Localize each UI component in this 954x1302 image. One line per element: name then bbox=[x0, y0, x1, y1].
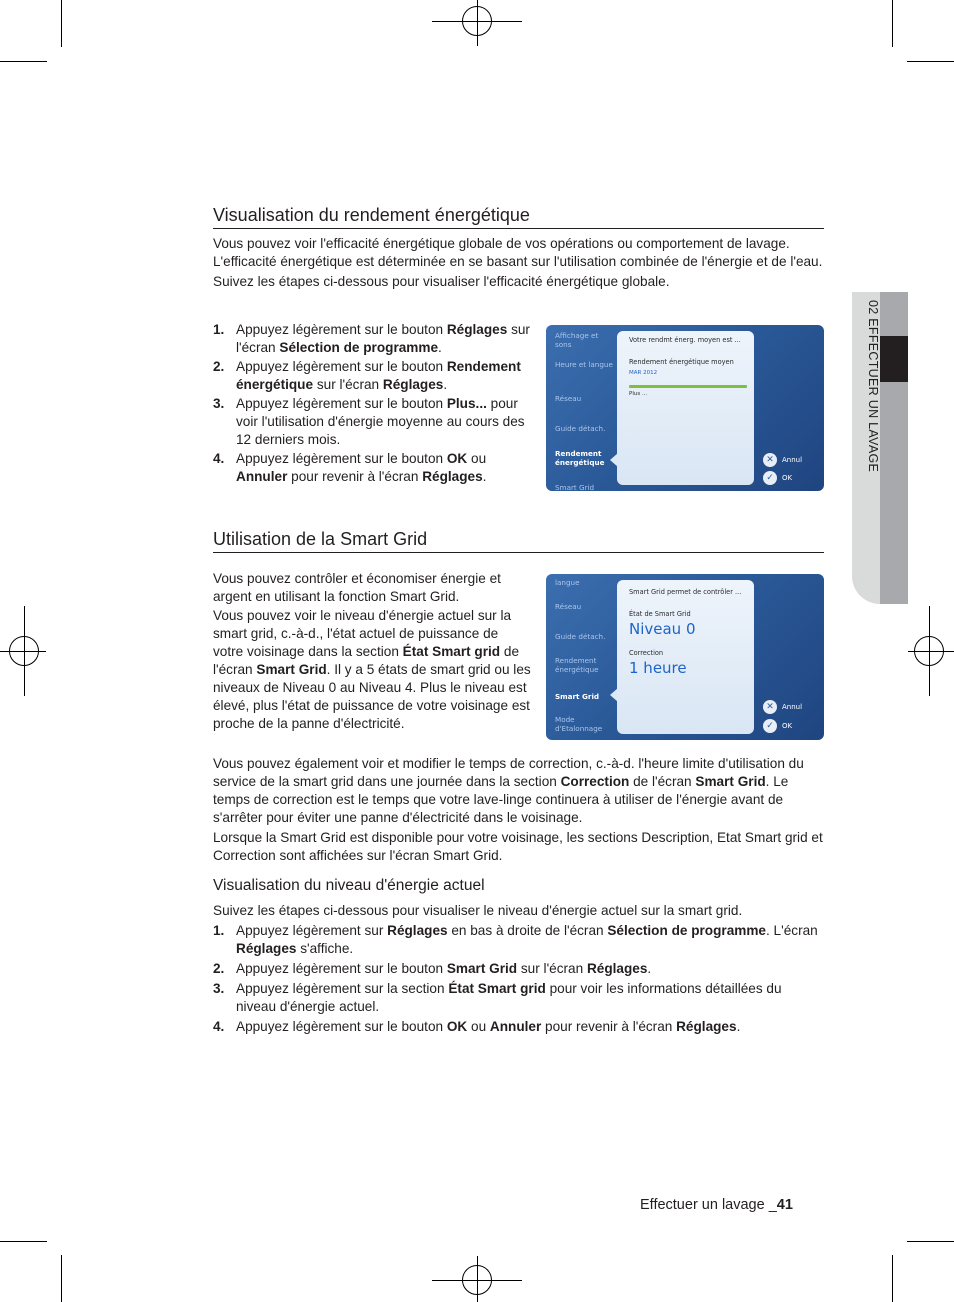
text-run: . bbox=[736, 1019, 741, 1034]
bold-term: Annuler bbox=[236, 469, 288, 484]
intro-paragraph: Suivez les étapes ci-dessous pour visualiser l'efficacité énergétique globale. bbox=[213, 274, 670, 289]
step-number: 2. bbox=[213, 961, 225, 976]
state-label: État de Smart Grid bbox=[629, 610, 691, 618]
text-run: Smart Grid bbox=[432, 848, 499, 863]
ok-label: OK bbox=[782, 722, 793, 730]
state-value[interactable]: Niveau 0 bbox=[629, 620, 696, 638]
text-run: en bas à droite de l'écran bbox=[447, 923, 608, 938]
step-number: 1. bbox=[213, 923, 225, 938]
text-run: . bbox=[438, 340, 442, 355]
text-run: sur l'écran bbox=[313, 377, 383, 392]
step-item bbox=[213, 358, 535, 394]
text-run: . Le temps de correction est le temps que votre lave-linge continuera à utiliser de l'énergie avant de s'arrêter pour éviter une panne d'électricité dans le voisinage. bbox=[213, 774, 789, 825]
ok-button[interactable] bbox=[763, 471, 792, 485]
footer-text: Effectuer un lavage _ bbox=[640, 1197, 777, 1213]
settings-menu-item[interactable]: Guide détach. bbox=[555, 632, 606, 641]
text-run: . Il y a 5 états de smart grid ou les niveaux de Niveau 0 au Niveau 4. Plus le niveau est élevé, plus l'état de puissance de votre voisinage est proche de la panne d'électricité. bbox=[213, 662, 531, 731]
bold-term: Réglages bbox=[446, 322, 508, 337]
energy-efficiency-screen bbox=[546, 325, 824, 491]
settings-menu-item[interactable]: Heure et langue bbox=[555, 360, 613, 369]
step-number: 4. bbox=[213, 1019, 225, 1034]
date-label: MAR 2012 bbox=[629, 370, 658, 376]
bold-term: Réglages bbox=[676, 1019, 737, 1034]
panel-title: Votre rendmt énerg. moyen est ... bbox=[629, 336, 741, 344]
step-item bbox=[213, 980, 824, 1016]
step-item bbox=[213, 1018, 824, 1036]
settings-menu-item[interactable]: langue bbox=[555, 578, 580, 587]
cancel-button[interactable] bbox=[763, 700, 802, 714]
info-panel bbox=[617, 580, 754, 734]
bold-term: Smart Grid bbox=[695, 774, 766, 789]
more-button[interactable]: Plus ... bbox=[629, 391, 648, 397]
settings-menu-item[interactable]: Guide détach. bbox=[555, 424, 606, 433]
text-run: Appuyez légèrement sur le bouton bbox=[236, 961, 447, 976]
check-icon: ✓ bbox=[763, 719, 777, 733]
step-item bbox=[213, 450, 535, 486]
text-run: . L'écran bbox=[766, 923, 818, 938]
text-run: . bbox=[647, 961, 652, 976]
text-run: . bbox=[443, 377, 448, 392]
text-run: de l'écran bbox=[213, 644, 520, 677]
bold-term: Réglages bbox=[236, 941, 297, 956]
settings-menu-item[interactable]: Rendement énergétique bbox=[555, 656, 599, 674]
bold-term: État Smart grid bbox=[448, 981, 546, 996]
bold-term: OK bbox=[446, 1019, 468, 1034]
bold-term: État Smart grid bbox=[402, 644, 501, 659]
bold-term: Rendement énergétique bbox=[236, 359, 521, 392]
text-run: de l'écran bbox=[629, 774, 696, 789]
text-run: Lorsque la Smart Grid est disponible pour votre voisinage, les sections Description, Etat Smart grid et Correction sont affichées sur l'écran bbox=[213, 830, 823, 863]
bold-term: Réglages bbox=[382, 377, 444, 392]
step-number: 1. bbox=[213, 322, 225, 337]
section1-steps bbox=[213, 321, 535, 486]
settings-menu-item[interactable]: Smart Grid bbox=[555, 483, 595, 491]
step-item bbox=[213, 960, 824, 978]
chapter-label: 02 EFFECTUER UN LAVAGE bbox=[866, 300, 880, 473]
text-run: pour revenir à l'écran bbox=[541, 1019, 677, 1034]
info-panel bbox=[617, 331, 754, 485]
text-run: Appuyez légèrement sur le bouton bbox=[236, 359, 447, 374]
step-number: 2. bbox=[213, 359, 225, 374]
text-run: ou bbox=[467, 451, 487, 466]
bold-term: OK bbox=[446, 451, 468, 466]
settings-menu-item[interactable]: Mode d'Etalonnage bbox=[555, 715, 603, 733]
step-number: 4. bbox=[213, 451, 225, 466]
cancel-label: Annul bbox=[782, 456, 803, 464]
text-run: Appuyez légèrement sur le bouton bbox=[236, 322, 447, 337]
settings-menu-item[interactable]: Smart Grid bbox=[555, 692, 600, 701]
bold-term: Annuler bbox=[489, 1019, 542, 1034]
text-run: pour voir les informations détaillées du niveau d'énergie actuel. bbox=[236, 981, 782, 1014]
crop-mark bbox=[892, 1255, 893, 1302]
bold-term: Réglages bbox=[422, 469, 483, 484]
crop-mark bbox=[61, 1255, 62, 1302]
text-run: Vous pouvez également voir et modifier le temps de correction, c.-à-d. l'heure limite d'utilisation du service de la smart grid dans une journée dans la section bbox=[213, 756, 804, 789]
avg-label: Rendement énergétique moyen bbox=[629, 358, 734, 366]
crop-mark bbox=[0, 1241, 47, 1242]
chapter-tab-marker bbox=[880, 336, 908, 382]
text-run: . bbox=[482, 469, 487, 484]
text-run: sur l'écran bbox=[236, 322, 530, 355]
text-run: ou bbox=[467, 1019, 490, 1034]
smart-grid-screen bbox=[546, 574, 824, 740]
text-run: . bbox=[498, 848, 503, 863]
bold-term: Smart Grid bbox=[256, 662, 327, 677]
bold-term: Sélection de programme bbox=[279, 340, 439, 355]
section1-intro bbox=[213, 235, 824, 291]
crop-mark bbox=[61, 0, 62, 47]
step-number: 3. bbox=[213, 396, 225, 411]
bold-term: Correction bbox=[560, 774, 630, 789]
page-footer bbox=[640, 1197, 793, 1213]
section2-para-1: Vous pouvez contrôler et économiser énergie et argent en utilisant la fonction Smart Grid. bbox=[213, 571, 501, 604]
section2-para-3 bbox=[213, 755, 824, 827]
ok-button[interactable] bbox=[763, 719, 792, 733]
section-title-energy-efficiency: Visualisation du rendement énergétique bbox=[213, 205, 824, 229]
correction-label: Correction bbox=[629, 649, 664, 657]
bold-term: Smart Grid bbox=[446, 961, 518, 976]
bold-term: Sélection de programme bbox=[607, 923, 766, 938]
subsection-title-current-level: Visualisation du niveau d'énergie actuel bbox=[213, 877, 485, 894]
panel-title: Smart Grid permet de contrôler ... bbox=[629, 588, 742, 596]
crop-mark bbox=[892, 0, 893, 47]
section3-intro: Suivez les étapes ci-dessous pour visualiser le niveau d'énergie actuel sur la smart grid. bbox=[213, 903, 743, 918]
step-item bbox=[213, 321, 535, 357]
bold-term: Plus... bbox=[446, 396, 487, 411]
cancel-label: Annul bbox=[782, 703, 803, 711]
text-run: Appuyez légèrement sur le bouton bbox=[236, 396, 447, 411]
step-item bbox=[213, 922, 824, 958]
text-run: pour voir l'utilisation d'énergie moyenne au cours des 12 derniers mois. bbox=[236, 396, 525, 447]
settings-menu-item[interactable]: Affichage et sons bbox=[555, 331, 599, 349]
section2-para-2 bbox=[213, 607, 531, 733]
section-title-smart-grid: Utilisation de la Smart Grid bbox=[213, 529, 824, 553]
text-run: Appuyez légèrement sur bbox=[236, 923, 388, 938]
cancel-button[interactable] bbox=[763, 453, 802, 467]
text-run: s'affiche. bbox=[296, 941, 354, 956]
intro-paragraph: Vous pouvez voir l'efficacité énergétique globale de vos opérations ou comportement de lavage. L'efficacité énergétique est déterminée en se basant sur l'utilisation combinée de l'énergie et de l'eau. bbox=[213, 236, 823, 269]
text-run: Appuyez légèrement sur la section bbox=[236, 981, 449, 996]
crop-mark bbox=[0, 61, 47, 62]
close-icon: ✕ bbox=[763, 453, 777, 467]
text-run: Appuyez légèrement sur le bouton bbox=[236, 451, 447, 466]
step-item bbox=[213, 395, 535, 449]
section2-para-4 bbox=[213, 829, 824, 865]
section3-steps bbox=[213, 922, 824, 1036]
crop-mark bbox=[907, 1241, 954, 1242]
text-run: Appuyez légèrement sur le bouton bbox=[236, 1019, 447, 1034]
ok-label: OK bbox=[782, 474, 793, 482]
efficiency-bar bbox=[629, 385, 747, 388]
page-number: 41 bbox=[776, 1197, 793, 1213]
crop-mark bbox=[907, 61, 954, 62]
settings-menu-item[interactable]: Réseau bbox=[555, 602, 582, 611]
text-run: sur l'écran bbox=[517, 961, 587, 976]
settings-menu-item[interactable]: Rendement énergétique bbox=[555, 449, 605, 467]
step-number: 3. bbox=[213, 981, 225, 996]
close-icon: ✕ bbox=[763, 700, 777, 714]
settings-menu-item[interactable]: Réseau bbox=[555, 394, 582, 403]
bold-term: Réglages bbox=[586, 961, 648, 976]
text-run: Vous pouvez voir le niveau d'énergie actuel sur la smart grid, c.-à-d., l'état actuel de puissance de votre voisinage dans la section bbox=[213, 608, 512, 659]
text-run: pour revenir à l'écran bbox=[287, 469, 423, 484]
correction-value[interactable]: 1 heure bbox=[629, 659, 687, 677]
bold-term: Réglages bbox=[387, 923, 448, 938]
check-icon: ✓ bbox=[763, 471, 777, 485]
